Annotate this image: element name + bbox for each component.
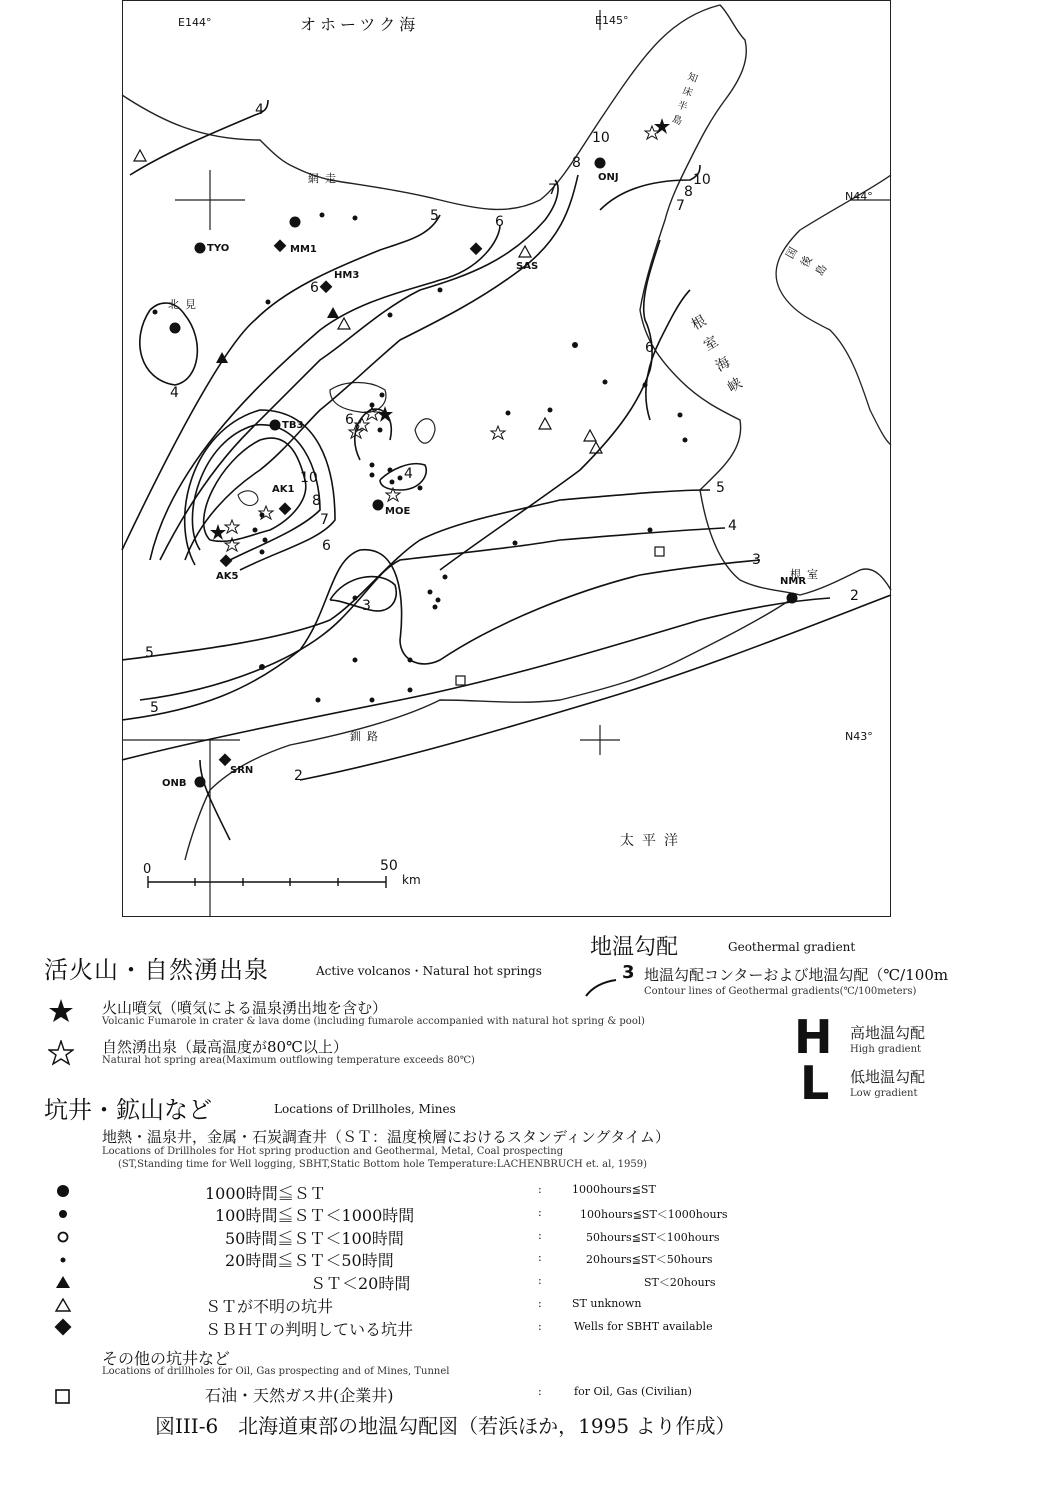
contour-label: 8: [312, 493, 321, 509]
legend-colon: :: [538, 1251, 542, 1264]
lake-akan: [330, 383, 386, 413]
contour-label: 10: [592, 130, 610, 146]
contour-sample-icon: [582, 960, 622, 1000]
well-label: NMR: [780, 576, 807, 587]
legend-fumarole-en: Volcanic Fumarole in crater & lava dome (including fumarole accompanied with natural hot spring & pool): [102, 1016, 645, 1027]
wells-st-unknown-triangles: [134, 150, 602, 453]
contour-label: 5: [145, 645, 154, 661]
contour-label: 8: [572, 155, 581, 171]
sea-pacific-label: 太平洋: [620, 833, 686, 849]
well-label: MOE: [385, 506, 411, 517]
legend-row-jp: ＳＴが不明の坑井: [205, 1297, 334, 1316]
wells-large-dots: [170, 158, 798, 788]
fumarole-star-icon: [48, 998, 74, 1024]
contour-label: 5: [430, 208, 439, 224]
legend-drill-sub-jp: 地熱・温泉井，金属・石炭調査井（ＳＴ：温度検層におけるスタンディングタイム）: [102, 1128, 670, 1146]
contour-label: 3: [752, 552, 761, 568]
lake-kussharo: [415, 419, 435, 443]
legend-colon: :: [538, 1229, 542, 1242]
legend-volcano-title: 活火山・自然湧出泉: [44, 956, 269, 984]
contour-label: 6: [322, 538, 331, 554]
legend-row-jp: ＳＴ＜20時間: [310, 1274, 411, 1293]
figure-caption: 図III-6 北海道東部の地温勾配図（若浜ほか，1995 より作成）: [155, 1414, 736, 1438]
legend-volcano-title-en: Active volcanos・Natural hot springs: [316, 964, 542, 978]
legend-colon: :: [538, 1385, 542, 1398]
city-kitami: 北見: [168, 298, 202, 311]
legend-row-jp: 1000時間≦ＳＴ: [205, 1184, 326, 1203]
contour-label: 6: [645, 340, 654, 356]
contour-label: 6: [345, 412, 354, 428]
contour-label: 4: [404, 466, 413, 482]
legend-row-jp: 20時間≦ＳＴ＜50時間: [225, 1251, 394, 1270]
contour-label: 5: [716, 480, 725, 496]
strait-label: 根室海峡: [687, 312, 749, 404]
legend-row-en: 20hours≦ST＜50hours: [586, 1253, 713, 1266]
legend-low-letter: L: [800, 1056, 830, 1110]
scale-fifty: 50: [380, 858, 398, 874]
legend-oil-en: for Oil, Gas (Civilian): [574, 1385, 692, 1398]
sea-okhotsk-label: オホーツク海: [300, 15, 420, 34]
legend-colon: :: [538, 1297, 542, 1310]
scale-bar: [148, 876, 386, 888]
contour-label: 6: [310, 280, 319, 296]
contour-lines: [122, 100, 891, 840]
legend-contour-jp: 地温勾配コンターおよび地温勾配（℃/100m: [644, 966, 949, 984]
legend-colon: :: [538, 1206, 542, 1219]
legend-drill-sub-en2: (ST,Standing time for Well logging, SBHT,Static Bottom hole Temperature:LACHENBRUCH et. al, 1959): [118, 1159, 648, 1170]
legend-row-en: 1000hours≦ST: [572, 1183, 656, 1196]
shiretoko-label: 知床半島: [667, 69, 698, 131]
contour-label: 10: [693, 172, 711, 188]
longitude-e145: E145°: [595, 14, 629, 27]
legend-drill-title: 坑井・鉱山など: [44, 1096, 212, 1124]
legend-hotspring-jp: 自然湧出泉（最高温度が80℃以上）: [102, 1038, 348, 1056]
latitude-n43: N43°: [845, 730, 873, 743]
legend-row-en: ST unknown: [572, 1297, 642, 1310]
legend-contour-en: Contour lines of Geothermal gradients(℃/100meters): [644, 986, 917, 997]
scale-zero: 0: [143, 862, 152, 877]
oil-gas-wells-squares: [456, 547, 664, 685]
wells-st-short-triangles: [216, 307, 339, 363]
legend-oil-jp: 石油・天然ガス井(企業井): [205, 1386, 394, 1405]
legend-gradient-title-en: Geothermal gradient: [728, 940, 856, 954]
contour-label: 4: [728, 518, 737, 534]
legend-row-en: ST＜20hours: [644, 1276, 716, 1289]
contour-label: 2: [294, 768, 303, 784]
legend-row-jp: 50時間≦ＳＴ＜100時間: [225, 1229, 404, 1248]
contour-label: 7: [676, 198, 685, 214]
longitude-e144: E144°: [178, 16, 212, 29]
legend-low-en: Low gradient: [850, 1088, 918, 1099]
legend-low-jp: 低地温勾配: [850, 1068, 926, 1086]
kunashiri-label: 国後島: [782, 244, 834, 282]
legend-colon: :: [538, 1183, 542, 1196]
contour-label: 4: [255, 102, 264, 118]
well-label: HM3: [334, 270, 360, 281]
legend-fumarole-jp: 火山噴気（噴気による温泉湧出地を含む）: [102, 999, 388, 1017]
legend-row-en: 50hours≦ST＜100hours: [586, 1231, 720, 1244]
well-label: TYO: [207, 243, 230, 254]
legend-gradient-title: 地温勾配: [590, 935, 679, 960]
legend-drill-sub-en1: Locations of Drillholes for Hot spring production and Geothermal, Metal, Coal prospecting: [102, 1146, 564, 1157]
coastline: [122, 5, 891, 595]
legend-colon: :: [538, 1320, 542, 1333]
legend-row-en: Wells for SBHT available: [574, 1320, 713, 1333]
legend-contour-number: 3: [622, 962, 635, 983]
legend-high-jp: 高地温勾配: [850, 1024, 926, 1042]
legend-other-jp: その他の坑井など: [102, 1349, 231, 1368]
well-label: SRN: [230, 765, 254, 776]
coastline-south: [185, 600, 790, 860]
legend-drill-title-en: Locations of Drillholes, Mines: [274, 1102, 456, 1116]
latitude-n44: N44°: [845, 190, 873, 203]
kunashiri-island: [776, 175, 891, 445]
well-label: AK5: [216, 571, 239, 582]
well-label: ONJ: [598, 172, 619, 183]
contour-label: 5: [150, 700, 159, 716]
contour-label: 7: [320, 512, 329, 528]
legend-other-en: Locations of drillholes for Oil, Gas prospecting and of Mines, Tunnel: [102, 1366, 450, 1377]
graticule: [122, 10, 891, 917]
legend-high-en: High gradient: [850, 1044, 922, 1055]
hotspring-star-icon: [48, 1040, 74, 1066]
legend-high-letter: H: [794, 1010, 833, 1064]
contour-label: 4: [170, 385, 179, 401]
contour-label: 6: [495, 214, 504, 230]
contour-label: 7: [548, 182, 557, 198]
legend-colon: :: [538, 1274, 542, 1287]
lake-small: [238, 491, 258, 506]
city-abashiri: 網走: [308, 172, 342, 185]
city-kushiro: 釧路: [350, 730, 384, 743]
scale-unit: km: [402, 873, 421, 887]
legend-row-en: 100hours≦ST＜1000hours: [580, 1208, 728, 1221]
contour-label: 8: [684, 184, 693, 200]
legend-well-symbols: [50, 1180, 80, 1360]
contour-label: 10: [300, 470, 318, 486]
legend-hotspring-en: Natural hot spring area(Maximum outflowing temperature exceeds 80℃): [102, 1055, 475, 1066]
legend-row-jp: 100時間≦ＳＴ＜1000時間: [215, 1206, 415, 1225]
contour-label: 3: [362, 598, 371, 614]
well-label: MM1: [290, 244, 317, 255]
well-label: AK1: [272, 484, 295, 495]
city-nemuro: 根室: [790, 568, 824, 581]
contour-label: 2: [850, 588, 859, 604]
well-label: TB3: [282, 420, 304, 431]
legend-row-jp: ＳＢＨＴの判明している坑井: [205, 1320, 414, 1339]
oil-gas-square-icon: [54, 1388, 72, 1406]
well-label: ONB: [162, 778, 187, 789]
well-label: SAS: [516, 261, 539, 272]
